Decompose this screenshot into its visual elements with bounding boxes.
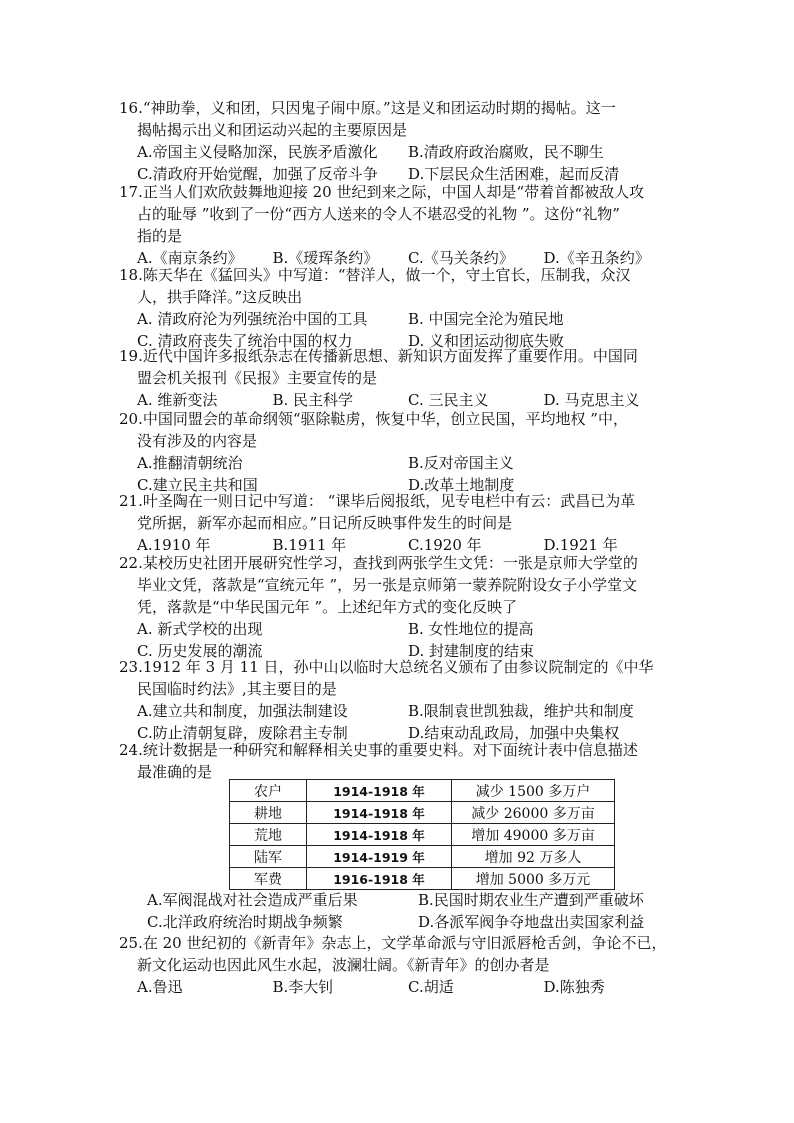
- option-a: A. 维新变法: [137, 391, 218, 409]
- options-row: [119, 618, 679, 640]
- option-c: C. 历史发展的潮流: [137, 642, 263, 660]
- option-d: D.陈独秀: [543, 978, 605, 996]
- option-b: B.1911 年: [272, 536, 347, 554]
- option-a: A.帝国主义侵略加深，民族矛盾激化: [137, 143, 378, 161]
- table-cell: 陆军: [230, 846, 307, 868]
- table-row: [230, 824, 615, 846]
- option-a: A. 清政府沦为列强统治中国的工具: [137, 310, 368, 328]
- question-stem: 21.叶圣陶在一则日记中写道： “课毕后阅报纸，见专电栏中有云：武昌已为革: [119, 492, 636, 510]
- question-stem-line: 人，拱手降洋。”这反映出: [137, 288, 303, 306]
- option-c: C.胡适: [408, 978, 454, 996]
- question-stem: 18.陈天华在《猛回头》中写道：“替洋人，做一个，守土官长，压制我，众汉: [119, 266, 631, 284]
- option-d: D. 义和团运动彻底失败: [408, 332, 565, 350]
- option-b: B.民国时期农业生产遭到严重破坏: [418, 891, 644, 909]
- option-c: C.《马关条约》: [408, 249, 514, 267]
- table-cell: 1914-1919 年: [307, 846, 452, 868]
- table-row: [230, 868, 615, 890]
- question-stem-line: 凭，落款是“中华民国元年 ”。上述纪年方式的变化反映了: [137, 598, 518, 616]
- table-cell: 增加 92 万多人: [452, 846, 615, 868]
- table-cell: 荒地: [230, 824, 307, 846]
- option-c: C.1920 年: [408, 536, 482, 554]
- question-stem: 19.近代中国许多报纸杂志在传播新思想、新知识方面发挥了重要作用。中国同: [119, 347, 638, 365]
- question-stem: 25.在 20 世纪初的《新青年》杂志上，文学革命派与守旧派唇枪舌剑，争论不已，: [119, 934, 667, 952]
- question-stem-line: 指的是: [137, 227, 183, 245]
- option-d: D.改革土地制度: [408, 476, 515, 494]
- option-d: D. 封建制度的结束: [408, 642, 535, 660]
- table-cell: 耕地: [230, 802, 307, 824]
- question-stem: 23.1912 年 3 月 11 日，孙中山以临时大总统名义颁布了由参议院制定的《中华: [119, 658, 654, 676]
- option-b: B.《瑷珲条约》: [272, 249, 379, 267]
- table-cell: 增加 49000 多万亩: [452, 824, 615, 846]
- option-b: B. 民主科学: [272, 391, 354, 409]
- question-stem: 20.中国同盟会的革命纲领“驱除鞑虏，恢复中华，创立民国，平均地权 ”中，: [119, 410, 628, 428]
- question-24: [119, 739, 679, 783]
- question-22: [119, 552, 679, 662]
- option-d: D.《辛丑条约》: [543, 249, 650, 267]
- option-b: B.李大钊: [272, 978, 334, 996]
- options-row: [119, 452, 679, 474]
- option-a: A.《南京条约》: [137, 249, 243, 267]
- question-17: [119, 181, 679, 269]
- table-cell: 减少 26000 多万亩: [452, 802, 615, 824]
- option-d: D.1921 年: [543, 536, 618, 554]
- table-cell: 军费: [230, 868, 307, 890]
- question-25: [119, 932, 679, 998]
- option-c: C. 三民主义: [408, 391, 489, 409]
- options-row: [119, 700, 679, 722]
- option-a: A.军阀混战对社会造成严重后果: [147, 891, 358, 909]
- option-a: A.建立共和制度，加强法制建设: [137, 702, 348, 720]
- table-cell: 增加 5000 多万元: [452, 868, 615, 890]
- options-row: [129, 911, 689, 933]
- question-23: [119, 656, 679, 744]
- option-c: C.清政府开始觉醒，加强了反帝斗争: [137, 165, 378, 183]
- option-a: A.鲁迅: [137, 978, 183, 996]
- option-a: A.1910 年: [137, 536, 211, 554]
- option-c: C.建立民主共和国: [137, 476, 258, 494]
- option-b: B. 女性地位的提高: [408, 620, 534, 638]
- question-stem: 22.某校历史社团开展研究性学习，查找到两张学生文凭：一张是京师大学堂的: [119, 554, 638, 572]
- option-a: A. 新式学校的出现: [137, 620, 263, 638]
- question-stem-line: 没有涉及的内容是: [137, 432, 258, 450]
- table-row: [230, 846, 615, 868]
- table-cell: 1914-1918 年: [307, 802, 452, 824]
- table-cell: 农户: [230, 780, 307, 802]
- question-stem: 16.“神助拳，义和团，只因鬼子闹中原。”这是义和团运动时期的揭帖。这一: [119, 99, 616, 117]
- option-d: D.结束动乱政局，加强中央集权: [408, 724, 620, 742]
- table-cell: 1914-1918 年: [307, 824, 452, 846]
- options-row: [119, 308, 679, 330]
- options-row: [119, 976, 679, 998]
- option-c: C.北洋政府统治时期战争频繁: [147, 913, 343, 931]
- option-b: B.清政府政治腐败，民不聊生: [408, 143, 604, 161]
- question-stem: 24.统计数据是一种研究和解释相关史事的重要史料。对下面统计表中信息描述: [119, 741, 638, 759]
- question-stem: 17.正当人们欢欣鼓舞地迎接 20 世纪到来之际，中国人却是“带着首都被敌人攻: [119, 183, 645, 201]
- question-stem-line: 占的耻辱 ”收到了一份“西方人送来的令人不堪忍受的礼物 ”。这份“礼物”: [137, 205, 620, 223]
- option-d: D.各派军阀争夺地盘出卖国家利益: [418, 913, 645, 931]
- question-stem-line: 盟会机关报刊《民报》主要宣传的是: [137, 369, 378, 387]
- option-a: A.推翻清朝统治: [137, 454, 243, 472]
- option-d: D.下层民众生活困难，起而反清: [408, 165, 620, 183]
- question-20: [119, 408, 679, 496]
- question-24-options: [129, 889, 689, 933]
- option-b: B. 中国完全沦为殖民地: [408, 310, 564, 328]
- table-cell: 减少 1500 多万户: [452, 780, 615, 802]
- question-stem-line: 毕业文凭，落款是“宣统元年 ”，另一张是京师第一蒙养院附设女子小学堂文: [137, 576, 638, 594]
- table-cell: 1914-1918 年: [307, 780, 452, 802]
- options-row: [119, 141, 679, 163]
- table-row: [230, 802, 615, 824]
- table-cell: 1916-1918 年: [307, 868, 452, 890]
- question-stem-line: 揭帖揭示出义和团运动兴起的主要原因是: [137, 121, 408, 139]
- option-d: D. 马克思主义: [543, 391, 640, 409]
- option-b: B.限制袁世凯独裁，维护共和制度: [408, 702, 634, 720]
- question-18: [119, 264, 679, 352]
- question-stem-line: 民国临时约法》,其主要目的是: [137, 680, 337, 698]
- options-row: [129, 889, 689, 911]
- option-c: C.防止清朝复辟，废除君主专制: [137, 724, 348, 742]
- question-19: [119, 345, 679, 411]
- question-21: [119, 490, 679, 556]
- option-c: C. 清政府丧失了统治中国的权力: [137, 332, 353, 350]
- option-b: B.反对帝国主义: [408, 454, 514, 472]
- statistics-table: [229, 779, 615, 890]
- table-row: [230, 780, 615, 802]
- question-stem-line: 新文化运动也因此风生水起，波澜壮阔。《新青年》的创办者是: [137, 956, 550, 974]
- question-stem-line: 最准确的是: [137, 763, 213, 781]
- question-16: [119, 97, 679, 185]
- question-stem-line: 党所据，新军亦起而相应。”日记所反映事件发生的时间是: [137, 514, 513, 532]
